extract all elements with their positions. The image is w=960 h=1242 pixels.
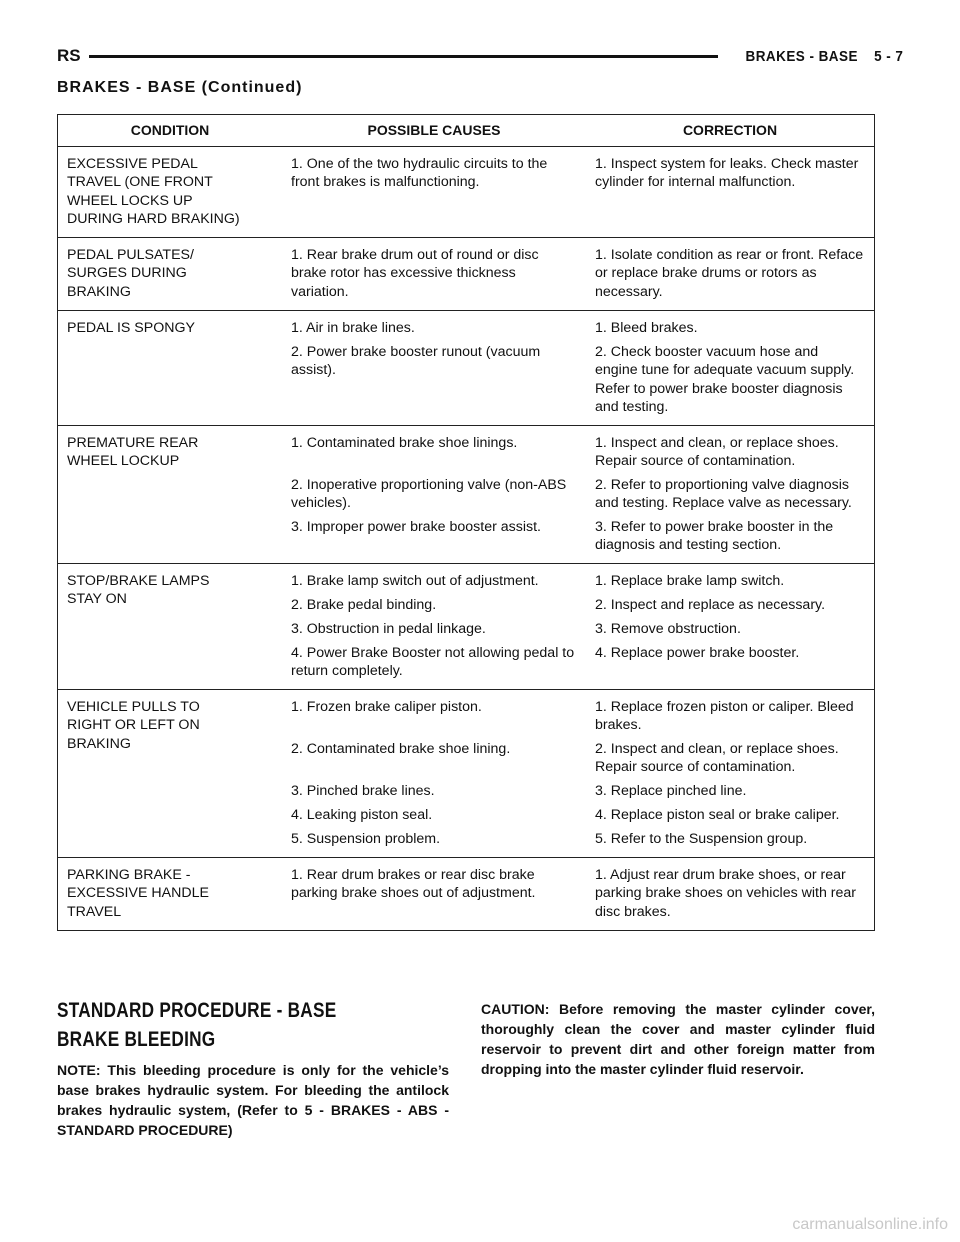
condition-cell: [58, 689, 283, 857]
cause-item: 4. Leaking piston seal.: [291, 806, 433, 823]
correction-item: 2. Inspect and replace as necessary.: [595, 596, 826, 613]
condition-line: PREMATURE REAR: [67, 434, 199, 451]
cause-item: 1. Air in brake lines.: [291, 319, 415, 336]
condition-cell: [58, 310, 283, 425]
cause-item: 1. Brake lamp switch out of adjustment.: [291, 572, 539, 589]
note-text: NOTE: This bleeding procedure is only for the vehicle’s base brakes hydraulic system. For bleeding the antilock brakes hydraulic system, (Refer to 5 - BRAKES - ABS - STANDARD PROCEDURE): [57, 1062, 449, 1138]
condition-line: WHEEL LOCKUP: [67, 453, 180, 469]
causes-cell: [282, 857, 586, 930]
correction-item: 3. Refer to power brake booster in the diagnosis and testing section.: [595, 518, 834, 553]
correction-cell: [586, 563, 875, 689]
correction-cell: [586, 310, 875, 425]
cause-item: 2. Power brake booster runout (vacuum assist).: [291, 343, 541, 378]
cause-item: 3. Improper power brake booster assist.: [291, 518, 541, 535]
condition-line: WHEEL LOCKS UP: [67, 192, 193, 209]
cause-item: 1. Frozen brake caliper piston.: [291, 698, 482, 715]
condition-cell: [58, 425, 283, 563]
correction-item: 1. Inspect system for leaks. Check master cylinder for internal malfunction.: [595, 155, 859, 190]
condition-line: DURING HARD BRAKING): [67, 211, 240, 227]
cause-item: 2. Inoperative proportioning valve (non-ABS vehicles).: [291, 476, 567, 511]
table-header-row: [58, 115, 875, 147]
causes-cell: [282, 310, 586, 425]
cause-item: 1. Rear brake drum out of round or disc brake rotor has excessive thickness variation.: [291, 246, 539, 300]
header-section: BRAKES - BASE: [745, 47, 858, 65]
correction-item: 4. Replace piston seal or brake caliper.: [595, 806, 840, 823]
correction-item: 3. Remove obstruction.: [595, 620, 741, 637]
table-row: [58, 563, 875, 689]
condition-line: EXCESSIVE PEDAL: [67, 155, 198, 172]
page-header: [57, 45, 903, 67]
causes-cell: [282, 425, 586, 563]
correction-item: 2. Check booster vacuum hose and engine tune for adequate vacuum supply. Refer to power brake booster diagnosis and testing.: [595, 343, 855, 415]
cause-item: 2. Contaminated brake shoe lining.: [291, 740, 511, 757]
correction-item: 4. Replace power brake booster.: [595, 644, 800, 661]
cause-item: 3. Pinched brake lines.: [291, 782, 435, 799]
caution-text: CAUTION: Before removing the master cylinder cover, thoroughly clean the cover and master cylinder fluid reservoir to prevent dirt and other foreign matter from dropping into the master cylinder fluid reservoir.: [481, 1001, 875, 1077]
condition-line: BRAKING: [67, 283, 131, 300]
section-title: STANDARD PROCEDURE - BASE BRAKE BLEEDING: [57, 999, 337, 1051]
correction-cell: [586, 689, 875, 857]
condition-cell: [58, 237, 283, 310]
cause-item: 1. Contaminated brake shoe linings.: [291, 434, 518, 451]
cause-item: 4. Power Brake Booster not allowing pedal to return completely.: [291, 644, 575, 679]
table-body: [58, 146, 875, 930]
causes-cell: [282, 563, 586, 689]
table-row: [58, 689, 875, 857]
correction-cell: [586, 425, 875, 563]
condition-line: PEDAL PULSATES/: [67, 246, 194, 263]
condition-cell: [58, 857, 283, 930]
correction-item: 2. Refer to proportioning valve diagnosis and testing. Replace valve as necessary.: [595, 476, 852, 511]
causes-cell: [282, 237, 586, 310]
table-row: [58, 237, 875, 310]
condition-line: RIGHT OR LEFT ON: [67, 717, 200, 733]
column-header-condition: CONDITION: [58, 115, 283, 147]
table-row: [58, 146, 875, 237]
condition-cell: [58, 563, 283, 689]
table-row: [58, 310, 875, 425]
header-left: RS: [57, 46, 81, 65]
correction-item: 5. Refer to the Suspension group.: [595, 830, 808, 847]
cause-item: 3. Obstruction in pedal linkage.: [291, 620, 486, 637]
table-row: [58, 425, 875, 563]
watermark: carmanualsonline.info: [792, 1216, 948, 1233]
condition-line: TRAVEL (ONE FRONT: [67, 174, 213, 190]
correction-item: 1. Inspect and clean, or replace shoes. Repair source of contamination.: [595, 434, 839, 469]
causes-cell: [282, 689, 586, 857]
correction-cell: [586, 146, 875, 237]
correction-item: 2. Inspect and clean, or replace shoes. Repair source of contamination.: [595, 740, 839, 775]
correction-item: 1. Replace frozen piston or caliper. Bleed brakes.: [595, 698, 854, 733]
correction-item: 1. Replace brake lamp switch.: [595, 572, 785, 589]
header-rule: [89, 55, 718, 58]
page-subtitle: BRAKES - BASE (Continued): [57, 79, 303, 96]
correction-item: 1. Isolate condition as rear or front. Reface or replace brake drums or rotors as necessary.: [595, 246, 864, 300]
condition-line: SURGES DURING: [67, 265, 187, 281]
correction-item: 3. Replace pinched line.: [595, 782, 747, 799]
correction-item: 1. Adjust rear drum brake shoes, or rear parking brake shoes on vehicles with rear disc brakes.: [595, 866, 857, 920]
cause-item: 1. One of the two hydraulic circuits to the front brakes is malfunctioning.: [291, 155, 548, 190]
column-header-causes: POSSIBLE CAUSES: [282, 115, 586, 147]
diagnosis-table: [57, 114, 875, 931]
condition-line: BRAKING: [67, 735, 131, 752]
cause-item: 1. Rear drum brakes or rear disc brake parking brake shoes out of adjustment.: [291, 866, 536, 901]
condition-line: EXCESSIVE HANDLE: [67, 885, 209, 901]
correction-cell: [586, 857, 875, 930]
page-number: 5 - 7: [873, 47, 903, 65]
causes-cell: [282, 146, 586, 237]
column-header-correction: CORRECTION: [586, 115, 875, 147]
condition-line: PEDAL IS SPONGY: [67, 319, 195, 336]
header-right: [745, 48, 903, 65]
correction-item: 1. Bleed brakes.: [595, 319, 698, 336]
condition-line: STAY ON: [67, 591, 127, 607]
cause-item: 2. Brake pedal binding.: [291, 596, 437, 613]
cause-item: 5. Suspension problem.: [291, 830, 441, 847]
table-row: [58, 857, 875, 930]
condition-line: STOP/BRAKE LAMPS: [67, 572, 210, 589]
correction-cell: [586, 237, 875, 310]
condition-line: VEHICLE PULLS TO: [67, 698, 200, 715]
condition-line: PARKING BRAKE -: [67, 866, 191, 883]
condition-line: TRAVEL: [67, 903, 122, 920]
condition-cell: [58, 146, 283, 237]
